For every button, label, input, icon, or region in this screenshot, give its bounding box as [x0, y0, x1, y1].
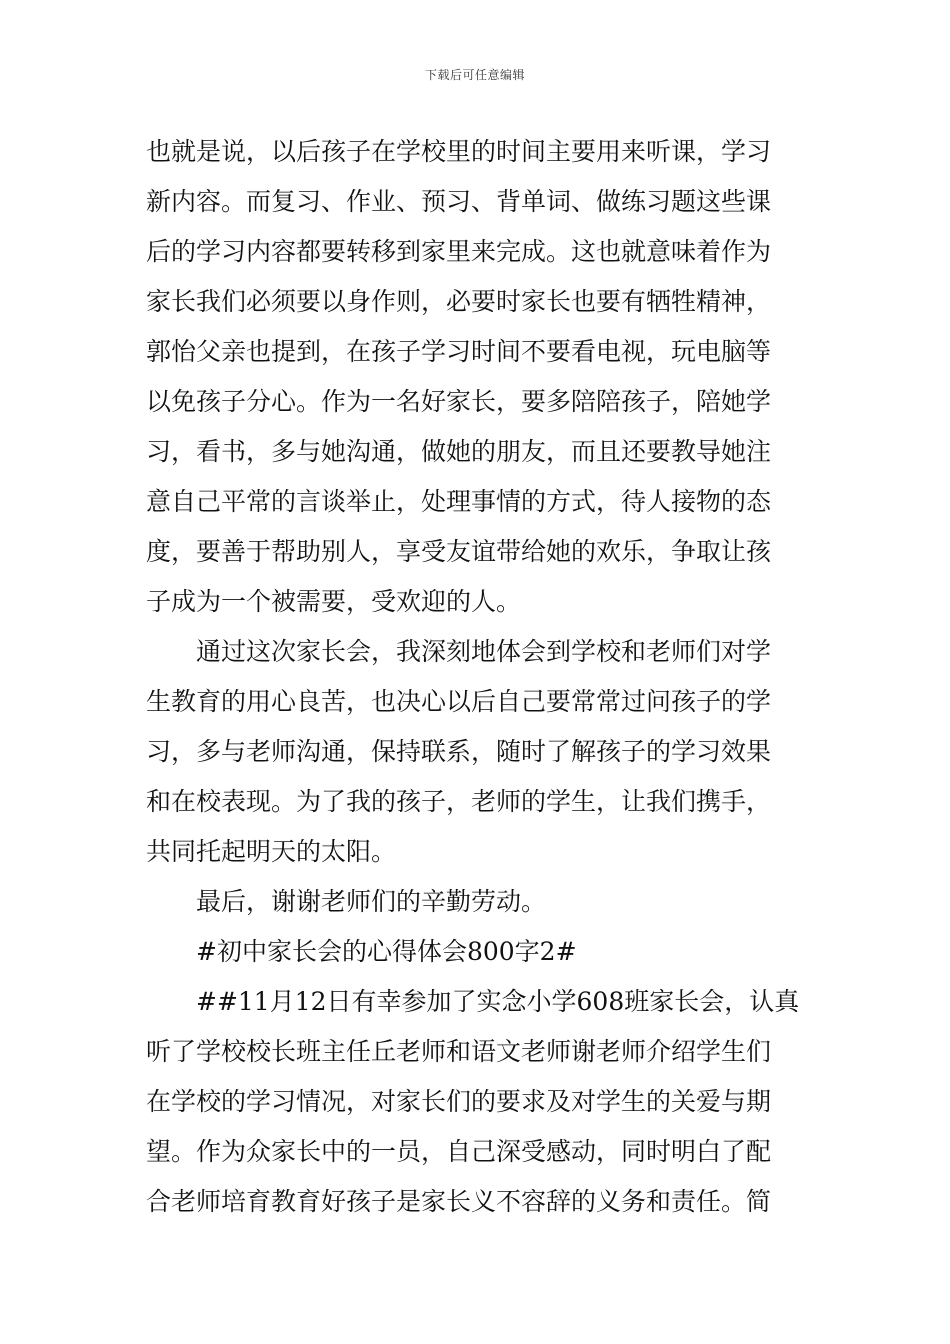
text-line: 和在校表现。为了我的孩子，老师的学生，让我们携手，: [146, 787, 772, 816]
section-heading: #初中家长会的心得体会800字2#: [196, 937, 577, 966]
text-line: 生教育的用心良苦，也决心以后自己要常常过问孩子的学: [146, 687, 772, 716]
text-line: 家长我们必须要以身作则，必要时家长也要有牺牲精神，: [146, 287, 772, 316]
text-line: 合老师培育教育好孩子是家长义不容辞的义务和责任。简: [146, 1187, 772, 1216]
text-line: 在学校的学习情况，对家长们的要求及对学生的关爱与期: [146, 1087, 772, 1116]
closing-line: 最后，谢谢老师们的辛勤劳动。: [196, 887, 547, 916]
paragraph: [146, 627, 810, 877]
text-line: 听了学校校长班主任丘老师和语文老师谢老师介绍学生们: [146, 1037, 772, 1066]
text-line: 望。作为众家长中的一员，自己深受感动，同时明白了配: [146, 1137, 772, 1166]
text-line: 度，要善于帮助别人，享受友谊带给她的欢乐，争取让孩: [146, 537, 772, 566]
document-body: [146, 127, 810, 1227]
text-line: 郭怡父亲也提到，在孩子学习时间不要看电视，玩电脑等: [146, 337, 772, 366]
paragraph: [146, 977, 810, 1227]
text-line: 以免孩子分心。作为一名好家长，要多陪陪孩子，陪她学: [146, 387, 772, 416]
text-line: 意自己平常的言谈举止，处理事情的方式，待人接物的态: [146, 487, 772, 516]
text-line: 新内容。而复习、作业、预习、背单词、做练习题这些课: [146, 187, 772, 216]
text-line: ##11月12日有幸参加了实念小学608班家长会，认真: [196, 987, 800, 1016]
text-line: 共同托起明天的太阳。: [146, 837, 397, 866]
text-line: 习，多与老师沟通，保持联系，随时了解孩子的学习效果: [146, 737, 772, 766]
page-header: 下载后可任意编辑: [424, 68, 525, 82]
text-line: 子成为一个被需要，受欢迎的人。: [146, 587, 522, 616]
text-line: 通过这次家长会，我深刻地体会到学校和老师们对学: [196, 637, 772, 666]
text-line: 后的学习内容都要转移到家里来完成。这也就意味着作为: [146, 237, 772, 266]
text-line: 习，看书，多与她沟通，做她的朋友，而且还要教导她注: [146, 437, 772, 466]
text-line: 也就是说，以后孩子在学校里的时间主要用来听课，学习: [146, 137, 772, 166]
paragraph: [146, 127, 810, 627]
